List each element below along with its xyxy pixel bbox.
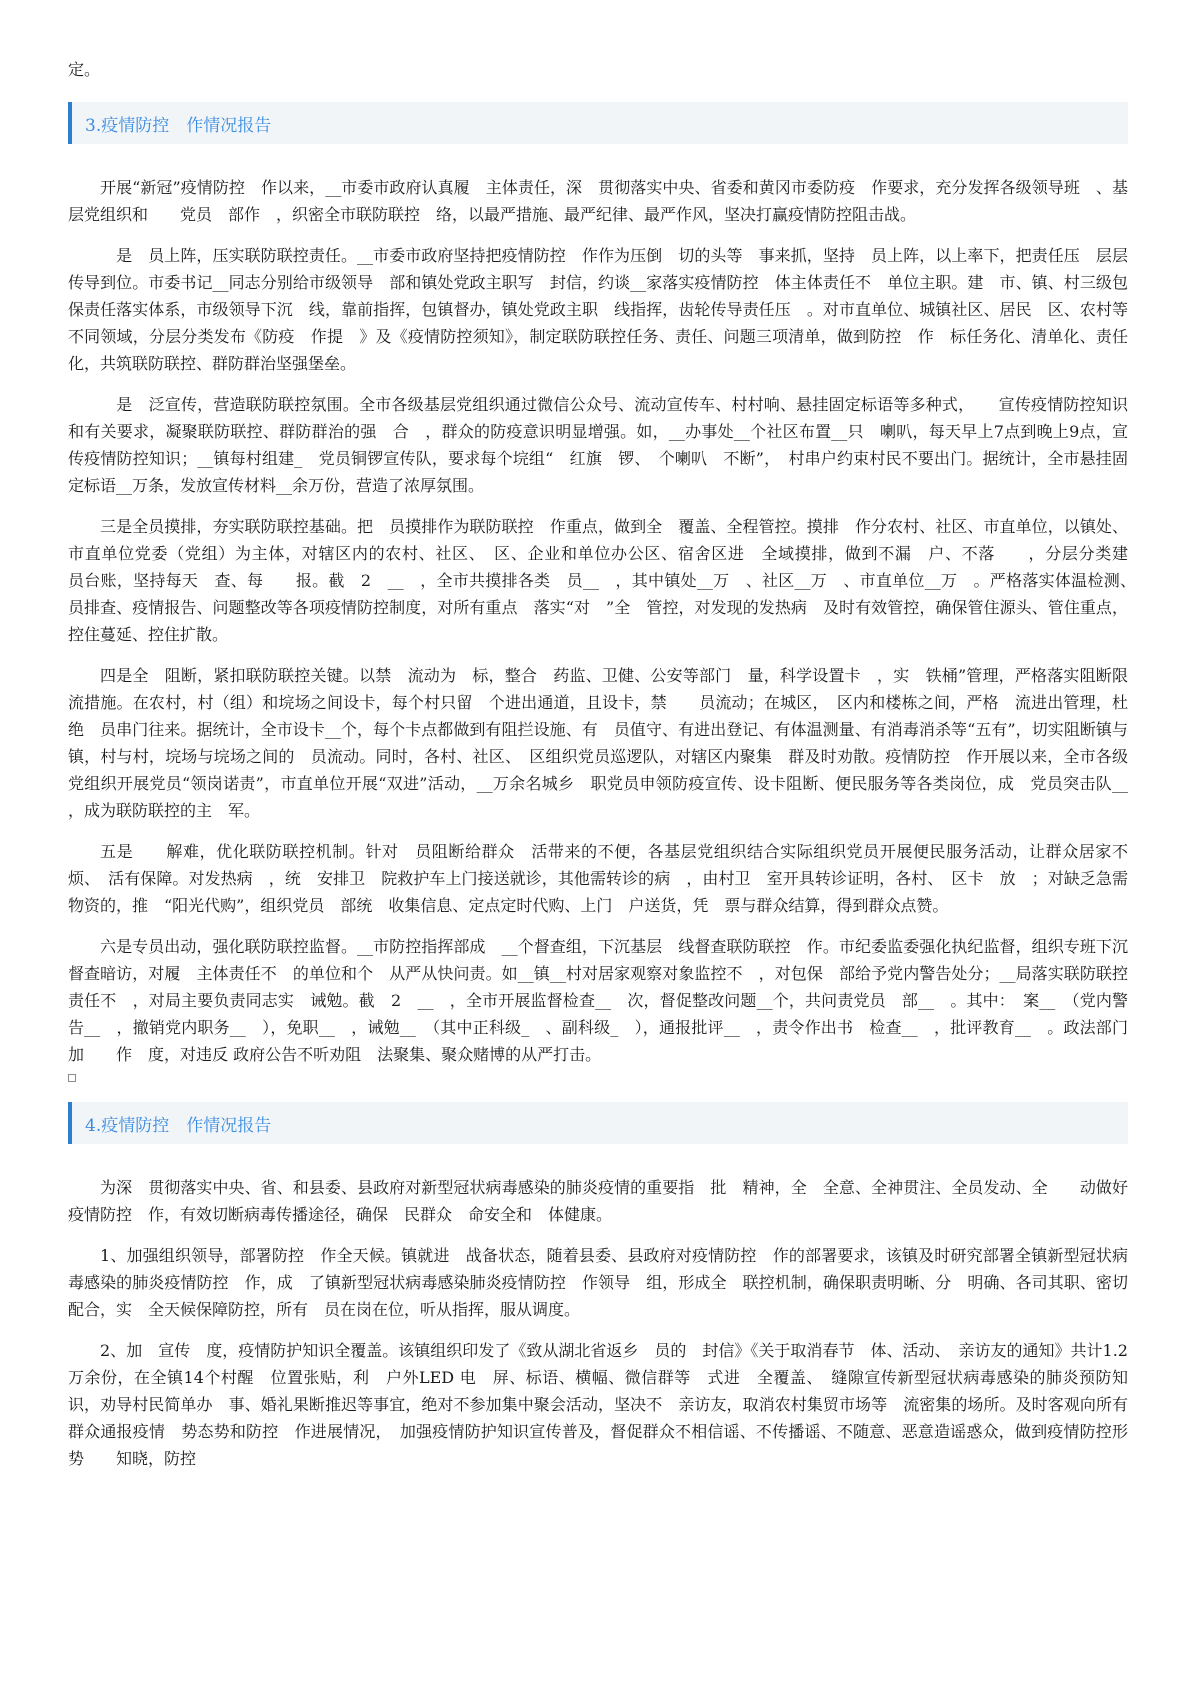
paragraph: 是 泛宣传，营造联防联控氛围。全市各级基层党组织通过微信公众号、流动宣传车、村村响、悬挂固定标语等多种式， 宣传疫情防控知识和有关要求，凝聚联防联控、群防群治的强 合 ，群众的防疫意识明显增强。如，__办事处__个社区布置__只 喇叭，每天早上7点到晚上9点，宣传疫情防控知识；__镇每村组建_ 党员铜锣宣传队，要求每个垸组“ 红旗 锣、 个喇叭 不断”， 村串户约束村民不要出门。据统计，全市悬挂固定标语__万条，发放宣传材料__余万份，营造了浓厚氛围。: [68, 395, 1128, 495]
paragraph: 五是 解难，优化联防联控机制。针对 员阻断给群众 活带来的不便，各基层党组织结合实际组织党员开展便民服务活动，让群众居家不 烦、 活有保障。对发热病 ，统 安排卫 院救护车上门接送就诊，其他需转诊的病 ，由村卫 室开具转诊证明，各村、 区卡 放 ；对缺乏急需 物资的，推 “阳光代购”，组织党员 部统 收集信息、定点定时代购、上门 户送货，凭 票与群众结算，得到群众点赞。: [68, 842, 1161, 915]
section-3-body: [68, 174, 1161, 1068]
section-4-body: [68, 1174, 1128, 1472]
section-3-title: 3.疫情防控 作情况报告: [85, 115, 272, 136]
continuation-text: 定。: [68, 60, 101, 79]
section-3-header: [68, 102, 1128, 144]
paragraph: 三是全员摸排，夯实联防联控基础。把 员摸排作为联防联控 作重点，做到全 覆盖、全程管控。摸排 作分农村、社区、市直单位，以镇处、市直单位党委（党组）为主体，对辖区内的农村、社区、 区、企业和单位办公区、宿舍区进 全域摸排，做到不漏 户、不落 ，分层分类建 员台账，坚持每天 查、每 报。截 2 __ ，全市共摸排各类 员__ ，其中镇处__万 、社区__万 、市直单位__万 。严格落实体温检测、 员排查、疫情报告、问题整改等各项疫情防控制度，对所有重点 落实“对 ”全 管控，对发现的发热病 及时有效管控，确保管住源头、管住重点，控住蔓延、控住扩散。: [68, 517, 1161, 644]
paragraph: 是 员上阵，压实联防联控责任。__市委市政府坚持把疫情防控 作作为压倒 切的头等 事来抓，坚持 员上阵，以上率下，把责任压 层层传导到位。市委书记__同志分别给市级领导 部和镇处党政主职写 封信，约谈__家落实疫情防控 体主体责任不 单位主职。建 市、镇、村三级包保责任落实体系，市级领导下沉 线，靠前指挥，包镇督办，镇处党政主职 线指挥，齿轮传导责任压 。对市直单位、城镇社区、居民 区、农村等不同领域，分层分类发布《防疫 作提 》及《疫情防控须知》，制定联防联控任务、责任、问题三项清单，做到防控 作 标任务化、清单化、责任化，共筑联防联控、群防群治坚强堡垒。: [68, 246, 1128, 373]
paragraph: 为深 贯彻落实中央、省、和县委、县政府对新型冠状病毒感染的肺炎疫情的重要指 批 精神，全 全意、全神贯注、全员发动、全 动做好疫情防控 作，有效切断病毒传播途径，确保 民群众 命安全和 体健康。: [68, 1178, 1128, 1224]
paragraph: 开展“新冠”疫情防控 作以来，__市委市政府认真履 主体责任，深 贯彻落实中央、省委和黄冈市委防疫 作要求，充分发挥各级领导班 、基层党组织和 党员 部作 ，织密全市联防联控 络，以最严措施、最严纪律、最严作风，坚决打赢疫情防控阻击战。: [68, 178, 1128, 224]
paragraph: 四是全 阻断，紧扣联防联控关键。以禁 流动为 标，整合 药监、卫健、公安等部门 量，科学设置卡 ，实 铁桶”管理，严格落实阻断限流措施。在农村，村（组）和垸场之间设卡，每个村只留 个进出通道，且设卡，禁 员流动；在城区， 区内和楼栋之间，严格 流进出管理，杜绝 员串门往来。据统计，全市设卡__个，每个卡点都做到有阻拦设施、有 员值守、有进出登记、有体温测量、有消毒消杀等“五有”，切实阻断镇与镇，村与村，垸场与垸场之间的 员流动。同时，各村、社区、 区组织党员巡逻队，对辖区内聚集 群及时劝散。疫情防控 作开展以来，全市各级党组织开展党员“领岗诺责”，市直单位开展“双进”活动，__万余名城乡 职党员申领防疫宣传、设卡阻断、便民服务等各类岗位，成 党员突击队__ ，成为联防联控的主 军。: [68, 666, 1145, 820]
section-4-header: [68, 1102, 1128, 1144]
paragraph: 2、加 宣传 度，疫情防护知识全覆盖。该镇组织印发了《致从湖北省返乡 员的 封信》《关于取消春节 体、活动、 亲访友的通知》共计1.2万余份，在全镇14个村醒 位置张贴，利 户外LED 电 屏、标语、横幅、微信群等 式进 全覆盖、 缝隙宣传新型冠状病毒感染的肺炎预防知识，劝导村民简单办 事、婚礼果断推迟等事宜，绝对不参加集中聚会活动，坚决不 亲访友，取消农村集贸市场等 流密集的场所。及时客观向所有群众通报疫情 势态势和防控 作进展情况， 加强疫情防护知识宣传普及，督促群众不相信谣、不传播谣、不随意、恶意造谣惑众，做到疫情防控形势 知晓，防控: [68, 1341, 1128, 1468]
small-square-icon: [68, 1074, 76, 1082]
paragraph: 1、加强组织领导，部署防控 作全天候。镇就进 战备状态，随着县委、县政府对疫情防控 作的部署要求，该镇及时研究部署全镇新型冠状病毒感染的肺炎疫情防控 作，成 了镇新型冠状病毒感染肺炎疫情防控 作领导 组，形成全 联控机制，确保职责明晰、分 明确、各司其职、密切配合，实 全天候保障防控，所有 员在岗在位，听从指挥，服从调度。: [68, 1246, 1128, 1319]
paragraph: 六是专员出动，强化联防联控监督。__市防控指挥部成 __个督查组，下沉基层 线督查联防联控 作。市纪委监委强化执纪监督，组织专班下沉督查暗访，对履 主体责任不 的单位和个 从严从快问责。如__镇__村对居家观察对象监控不 ，对包保 部给予党内警告处分；__局落实联防联控责任不 ，对局主要负责同志实 诫勉。截 2 __ ，全市开展监督检查__ 次，督促整改问题__个，共问责党员 部__ 。其中： 案__ （党内警告__ ，撤销党内职务__ ），免职__ ，诫勉__ （其中正科级_ 、副科级_ ），通报批评__ ，责令作出书 检查__ ，批评教育__ 。政法部门加 作 度，对违反 政府公告不听劝阻 法聚集、聚众赌博的从严打击。: [68, 937, 1128, 1064]
section-4-title: 4.疫情防控 作情况报告: [85, 1115, 272, 1136]
